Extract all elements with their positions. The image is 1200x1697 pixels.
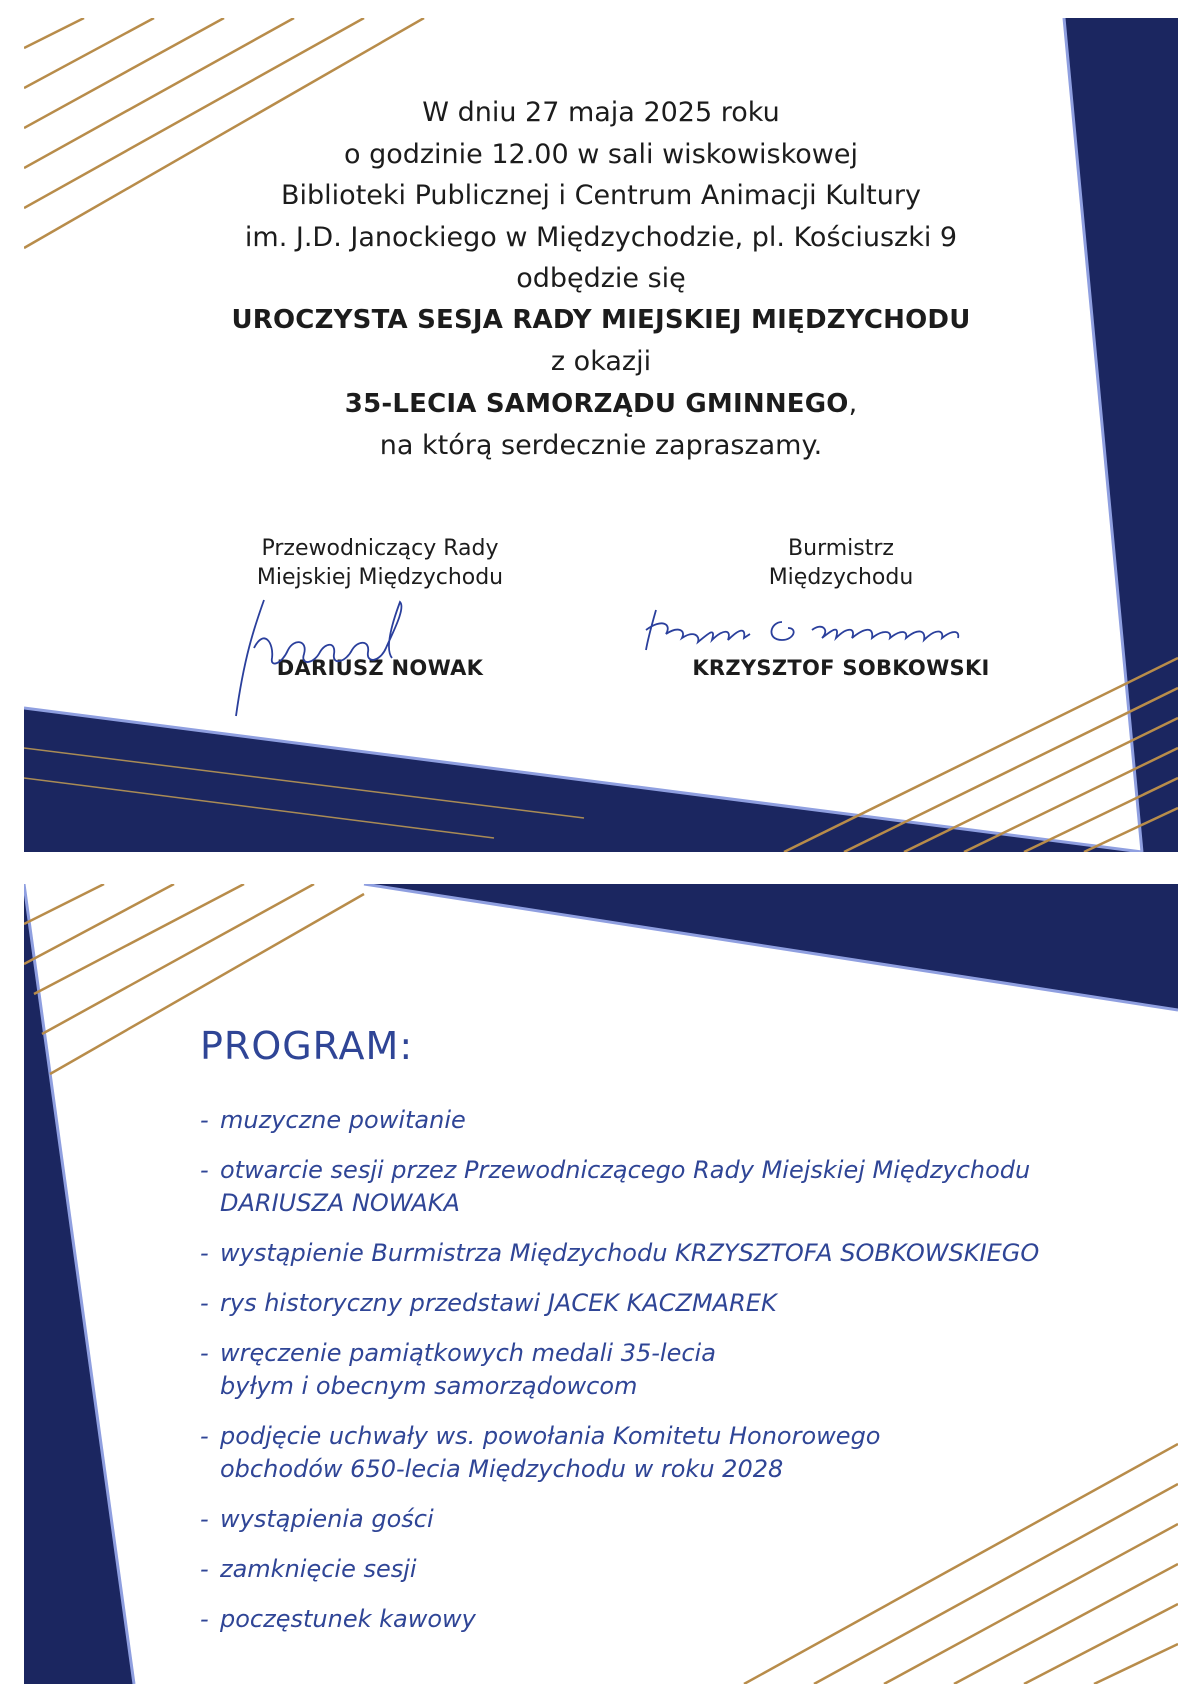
- program-item-text-continued: DARIUSZA NOWAKA: [220, 1189, 460, 1217]
- program-item: [200, 1603, 1039, 1636]
- invitation-line-venue: Biblioteki Publicznej i Centrum Animacji Kultury: [281, 180, 921, 211]
- signatory-right-name: KRZYSZTOF SOBKOWSKI: [692, 656, 990, 680]
- invitation-closing: na którą serdecznie zapraszamy.: [379, 430, 823, 461]
- invitation-occasion: 35-LECIA SAMORZĄDU GMINNEGO: [344, 388, 849, 419]
- signatory-right-role-2: Międzychodu: [768, 565, 914, 590]
- signatory-right-role-1: Burmistrz: [788, 536, 894, 561]
- signatory-left-role-2: Miejskiej Międzychodu: [256, 565, 504, 590]
- program-item: [200, 1420, 1039, 1486]
- program-item: [200, 1154, 1039, 1220]
- invitation-line-date: W dniu 27 maja 2025 roku: [422, 97, 780, 128]
- program-list: [200, 1104, 1039, 1653]
- program-item: [200, 1503, 1039, 1536]
- program-item: [200, 1237, 1039, 1270]
- program-item-text: podjęcie uchwały ws. powołania Komitetu Honorowego: [220, 1422, 881, 1450]
- invitation-line-will-take-place: odbędzie się: [516, 263, 686, 294]
- invitation-occasion-line: [24, 383, 1178, 426]
- invitation-body: [24, 92, 1178, 467]
- invitation-headline: UROCZYSTA SESJA RADY MIEJSKIEJ MIĘDZYCHODU: [231, 304, 971, 335]
- program-item-text: poczęstunek kawowy: [220, 1605, 476, 1633]
- program-item: [200, 1287, 1039, 1320]
- invitation-line-address: im. J.D. Janockiego w Międzychodzie, pl. Kościuszki 9: [244, 221, 958, 253]
- program-item: [200, 1553, 1039, 1586]
- program-item: [200, 1104, 1039, 1137]
- invitation-line-time: o godzinie 12.00 w sali wiskowiskowej: [343, 138, 858, 170]
- invitation-card: [24, 18, 1178, 852]
- program-item-text: otwarcie sesji przez Przewodniczącego Rady Miejskiej Międzychodu: [220, 1156, 1031, 1184]
- program-item-text: muzyczne powitanie: [220, 1106, 466, 1134]
- program-item-text: wystąpienia gości: [220, 1505, 434, 1533]
- program-title: PROGRAM:: [200, 1024, 414, 1068]
- signatory-left-role-1: Przewodniczący Rady: [261, 536, 499, 561]
- program-item-text-continued: obchodów 650-lecia Międzychodu w roku 2028: [220, 1455, 784, 1483]
- gold-stripes-bottom-right: [784, 658, 1178, 852]
- program-card: [24, 884, 1178, 1684]
- signature-right-image: [642, 600, 1022, 660]
- program-item-text: rys historyczny przedstawi JACEK KACZMAREK: [220, 1289, 777, 1317]
- signature-left-image: [224, 588, 444, 728]
- program-item: [200, 1337, 1039, 1403]
- signatory-left-name: DARIUSZ NOWAK: [276, 656, 484, 680]
- invitation-occasion-intro: z okazji: [550, 346, 652, 377]
- invitation-occasion-punct: ,: [848, 387, 858, 419]
- program-item-text: wręczenie pamiątkowych medali 35-lecia: [220, 1339, 716, 1367]
- program-item-text-continued: byłym i obecnym samorządowcom: [220, 1372, 638, 1400]
- program-item-text: zamknięcie sesji: [220, 1555, 417, 1583]
- program-item-text: wystąpienie Burmistrza Międzychodu KRZYSZTOFA SOBKOWSKIEGO: [220, 1239, 1040, 1267]
